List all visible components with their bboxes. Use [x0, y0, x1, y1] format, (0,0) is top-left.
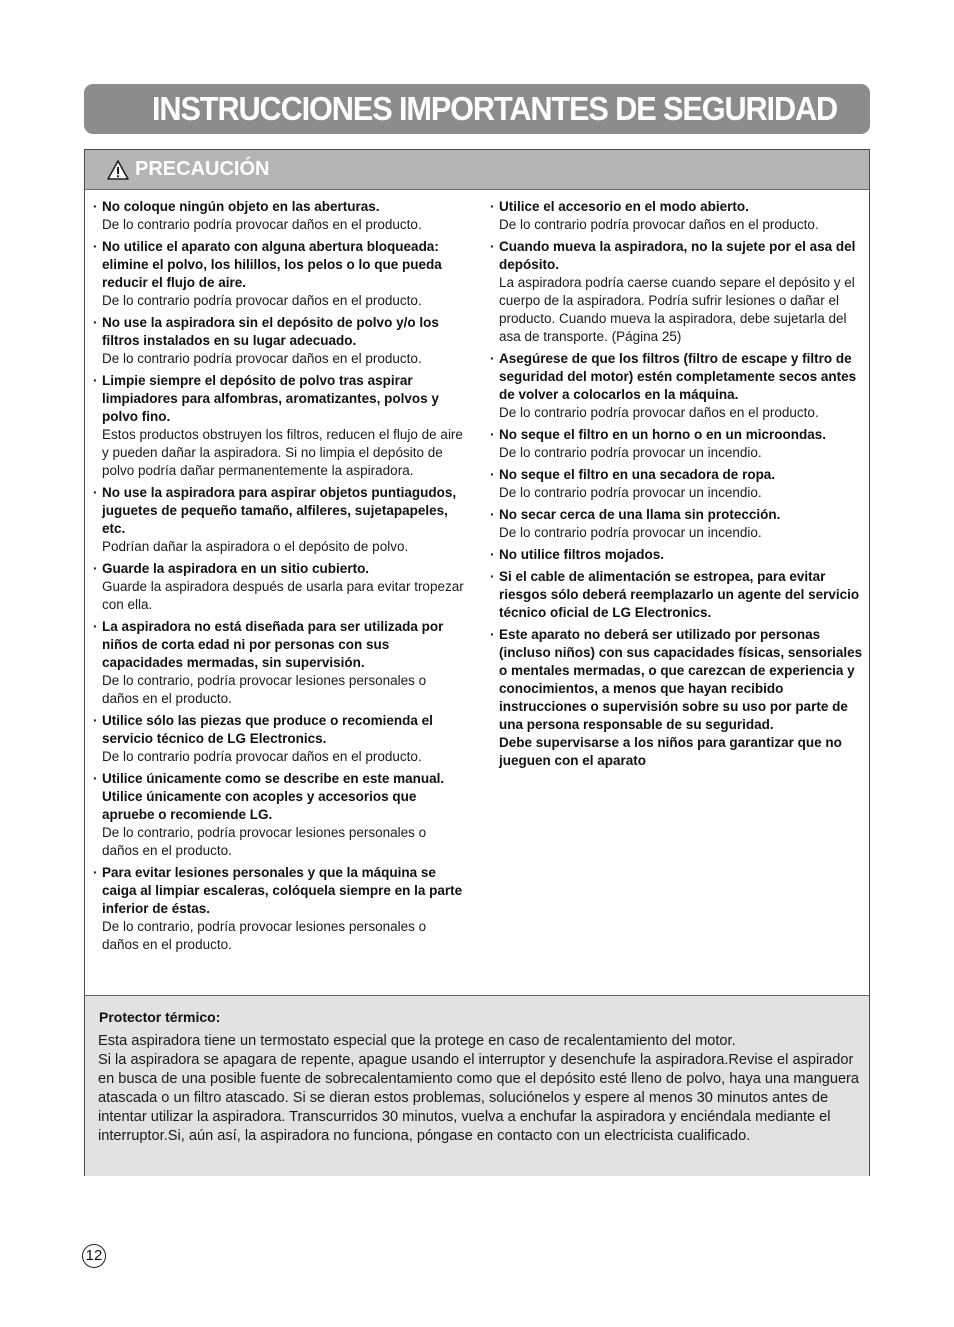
list-item: · Utilice únicamente como se describe en este manual. Utilice únicamente con acoples y accesorios que apruebe o recomiende LG. De lo contrario, podría provocar lesiones personales o daños en el producto. — [93, 771, 445, 858]
list-item: · Utilice el accesorio en el modo abierto. De lo contrario podría provocar daños en el producto. — [490, 199, 819, 232]
thermal-protector-title: Protector térmico: — [99, 1009, 221, 1025]
title-bar — [84, 84, 870, 134]
list-item: · No use la aspiradora para aspirar objetos puntiagudos, juguetes de pequeño tamaño, alfileres, sujetapapeles, etc. Podrían dañar la aspiradora o el depósito de polvo. — [93, 485, 457, 554]
list-item: · No utilice el aparato con alguna abertura bloqueada: elimine el polvo, los hilillos, los pelos o lo que pueda reducir el flujo de aire. De lo contrario podría provocar daños en el producto. — [93, 239, 442, 308]
list-item: · La aspiradora no está diseñada para ser utilizada por niños de corta edad ni por personas con sus capacidades mermadas, sin supervisión. De lo contrario, podría provocar lesiones personales o daños en el producto. — [93, 619, 444, 706]
caution-header — [85, 150, 869, 190]
thermal-protector-text: Esta aspiradora tiene un termostato especial que la protege en caso de recalentamiento del motor. Si la aspiradora se apagara de repente, apague usando el interruptor y desenchufe la aspiradora.Revise el aspirador en busca de una posible fuente de sobrecalentamiento como que el depósito esté lleno de polvo, haya una manguera atascada o un filtro atascado. Si se dieran estos problemas, soluciónelos y espere al menos 30 minutos antes de intentar utilizar la aspiradora. Transcurridos 30 minutos, vuelva a enchufar la aspiradora y enciéndala mediante el interruptor.Si, aún así, la aspiradora no funciona, póngase en contacto con un electricista cualificado. — [98, 1033, 860, 1144]
list-item: · No secar cerca de una llama sin protección. De lo contrario podría provocar un incendio. — [490, 507, 781, 540]
caution-section — [84, 149, 870, 1176]
list-item: · Limpie siempre el depósito de polvo tras aspirar limpiadores para alfombras, aromatizantes, polvos y polvo fino. Estos productos obstruyen los filtros, reducen el flujo de aire y pueden dañar la aspiradora. Si no limpia el depósito de polvo podría dañar permanentemente la aspiradora. — [93, 373, 463, 478]
list-item: · Para evitar lesiones personales y que la máquina se caiga al limpiar escaleras, colóquela siempre en la parte inferior de éstas. De lo contrario, podría provocar lesiones personales o daños en el producto. — [93, 865, 463, 952]
caution-list-left — [93, 198, 465, 958]
list-item: · Utilice sólo las piezas que produce o recomienda el servicio técnico de LG Electronics. De lo contrario podría provocar daños en el producto. — [93, 713, 433, 764]
list-item: · Asegúrese de que los filtros (filtro de escape y filtro de seguridad del motor) estén completamente secos antes de volver a colocarlos en la máquina. De lo contrario podría provocar daños en el producto. — [490, 351, 857, 420]
page-title: INSTRUCCIONES IMPORTANTES DE SEGURIDAD — [152, 90, 838, 127]
page-number: 12 — [82, 1244, 106, 1268]
list-item: · No seque el filtro en una secadora de ropa. De lo contrario podría provocar un incendio. — [490, 467, 776, 500]
list-item: · Guarde la aspiradora en un sitio cubierto. Guarde la aspiradora después de usarla para evitar tropezar con ella. — [93, 561, 464, 612]
list-item: · Si el cable de alimentación se estropea, para evitar riesgos sólo deberá reemplazarlo un agente del servicio técnico oficial de LG Electronics. — [490, 569, 860, 620]
list-item: · Cuando mueva la aspiradora, no la sujete por el asa del depósito. La aspiradora podría caerse cuando separe el depósito y el cuerpo de la aspiradora. Podría sufrir lesiones o dañar el producto. Cuando mueva la aspiradora, debe sujetarla del asa de transporte. (Página 25) — [490, 239, 856, 344]
list-item: · No utilice filtros mojados. — [490, 547, 665, 562]
warning-triangle-icon — [107, 160, 129, 180]
caution-title: PRECAUCIÓN — [135, 158, 270, 180]
list-item: · Este aparato no deberá ser utilizado por personas (incluso niños) con sus capacidades físicas, sensoriales o mentales mermadas, o que carezcan de experiencia y conocimientos, a menos que hayan recibido instrucciones o supervisión sobre su uso por parte de una persona responsable de su seguridad. Debe supervisarse a los niños para garantizar que no jueguen con el aparato — [490, 627, 863, 768]
caution-list-right — [490, 198, 864, 774]
list-item: · No coloque ningún objeto en las aberturas. De lo contrario podría provocar daños en el producto. — [93, 199, 422, 232]
list-item: · No seque el filtro en un horno o en un microondas. De lo contrario podría provocar un incendio. — [490, 427, 827, 460]
thermal-protector-section — [85, 995, 869, 1176]
list-item: · No use la aspiradora sin el depósito de polvo y/o los filtros instalados en su lugar adecuado. De lo contrario podría provocar daños en el producto. — [93, 315, 439, 366]
